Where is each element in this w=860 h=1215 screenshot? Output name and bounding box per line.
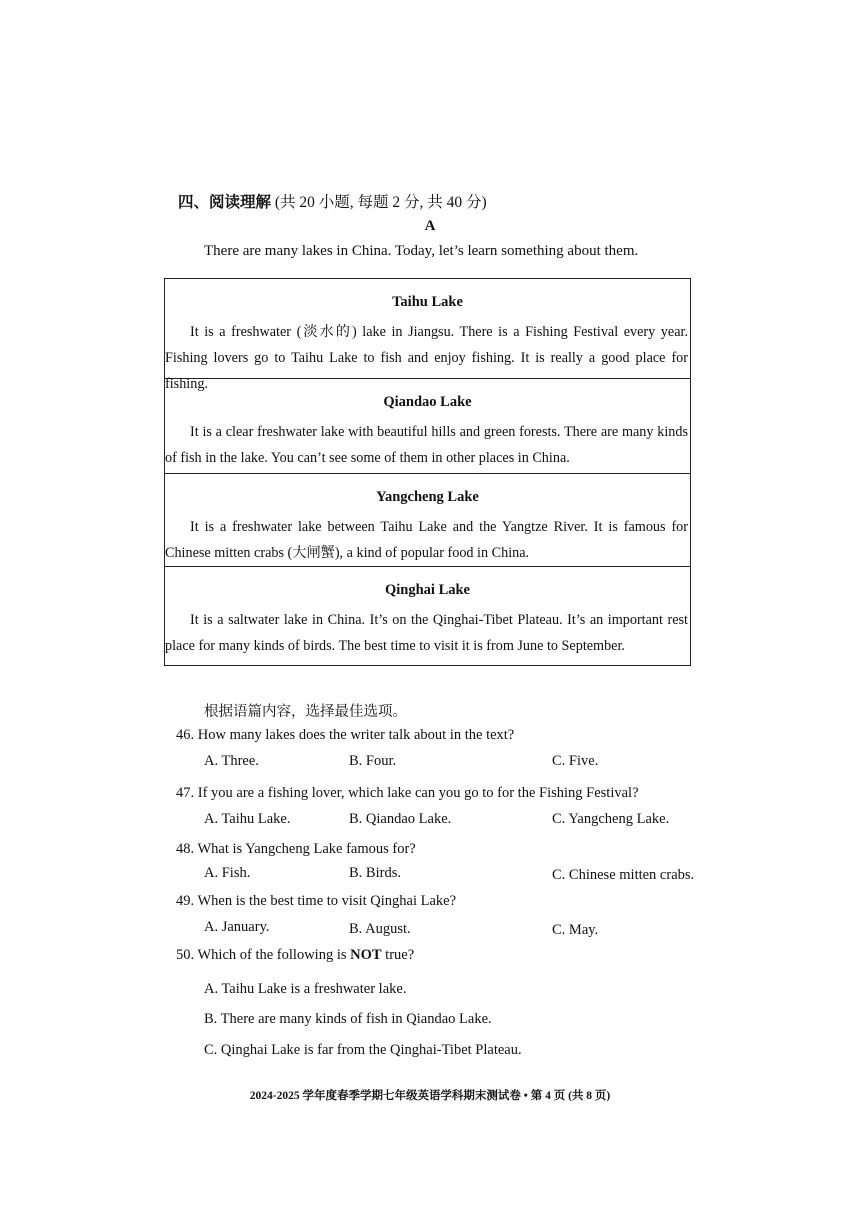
lake-text: It is a saltwater lake in China. It’s on the Qinghai-Tibet Plateau. It’s an important rest place for many kinds of birds. The best time to visit it is from June to September. <box>165 612 688 654</box>
passage-letter: A <box>424 218 436 234</box>
question-50 <box>176 947 414 964</box>
lake-title: Qiandao Lake <box>383 394 472 410</box>
option-47-a[interactable]: A. Taihu Lake. <box>204 811 291 827</box>
lake-cell-yangcheng <box>165 473 690 566</box>
question-50-emphasis: NOT <box>350 947 382 963</box>
option-48-b[interactable]: B. Birds. <box>349 865 401 881</box>
option-49-b[interactable]: B. August. <box>349 921 411 937</box>
question-50-stem-start: 50. Which of the following is <box>176 947 351 963</box>
lake-text: It is a freshwater lake between Taihu Lake and the Yangtze River. It is famous for Chinese mitten crabs (大闸蟹), a kind of popular food in China. <box>165 519 688 561</box>
question-50-stem-end: true? <box>381 947 415 963</box>
section-note: (共 20 小题, 每题 2 分, 共 40 分) <box>274 194 487 211</box>
lake-cell-taihu <box>165 279 690 392</box>
option-50-c[interactable]: C. Qinghai Lake is far from the Qinghai-Tibet Plateau. <box>204 1042 522 1058</box>
passage-intro: There are many lakes in China. Today, let’s learn something about them. <box>204 243 639 259</box>
lake-text: It is a freshwater (淡水的) lake in Jiangsu. There is a Fishing Festival every year. Fishing lovers go to Taihu Lake to fish and enjoy fishing. It is really a good place for fishing. <box>165 324 688 392</box>
lake-title: Yangcheng Lake <box>376 489 479 505</box>
option-46-b[interactable]: B. Four. <box>349 753 397 769</box>
option-46-a[interactable]: A. Three. <box>204 753 259 769</box>
section-heading <box>178 190 487 212</box>
question-49: 49. When is the best time to visit Qinghai Lake? <box>176 893 457 909</box>
option-47-c[interactable]: C. Yangcheng Lake. <box>552 811 670 827</box>
question-47: 47. If you are a fishing lover, which lake can you go to for the Fishing Festival? <box>176 785 639 801</box>
lake-text: It is a clear freshwater lake with beautiful hills and green forests. There are many kinds of fish in the lake. You can’t see some of them in other places in China. <box>165 424 688 466</box>
option-48-c[interactable]: C. Chinese mitten crabs. <box>552 867 695 883</box>
page-footer: 2024-2025 学年度春季学期七年级英语学科期末测试卷 • 第 4 页 (共 8 页) <box>249 1090 611 1102</box>
section-title: 四、阅读理解 <box>178 194 272 211</box>
option-50-b[interactable]: B. There are many kinds of fish in Qiandao Lake. <box>204 1011 492 1027</box>
lake-cell-qinghai <box>165 566 690 665</box>
option-48-a[interactable]: A. Fish. <box>204 865 251 881</box>
instruction-text: 根据语篇内容，选择最佳选项。 <box>204 704 407 720</box>
question-48: 48. What is Yangcheng Lake famous for? <box>176 841 416 857</box>
question-46: 46. How many lakes does the writer talk about in the text? <box>176 727 515 743</box>
lake-title: Qinghai Lake <box>384 582 470 598</box>
option-46-c[interactable]: C. Five. <box>552 753 599 769</box>
option-50-a[interactable]: A. Taihu Lake is a freshwater lake. <box>204 981 407 997</box>
option-49-a[interactable]: A. January. <box>204 919 270 935</box>
lakes-table <box>164 278 691 666</box>
lake-title: Taihu Lake <box>392 294 463 310</box>
option-47-b[interactable]: B. Qiandao Lake. <box>349 811 452 827</box>
option-49-c[interactable]: C. May. <box>552 922 599 938</box>
lake-cell-qiandao <box>165 378 690 473</box>
